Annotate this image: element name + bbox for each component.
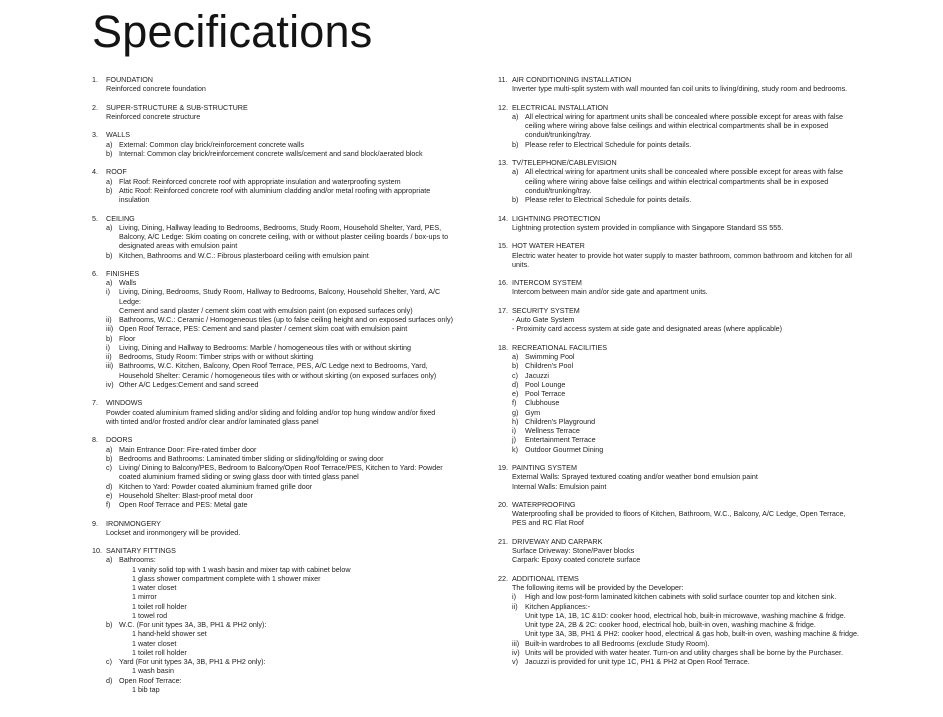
section-heading: TV/TELEPHONE/CABLEVISION xyxy=(512,158,617,168)
section-heading: SANITARY FITTINGS xyxy=(106,546,176,556)
item-subline: 1 glass shower compartment complete with 1 shower mixer xyxy=(132,573,321,583)
section-heading: AIR CONDITIONING INSTALLATION xyxy=(512,75,632,84)
item-text: Living, Dining, Bedrooms, Study Room, Hallway to Bedrooms, Balcony, Household Shelter, Yard, A/C Ledge: xyxy=(119,287,441,306)
item-text: Kitchen to Yard: Powder coated aluminium framed grille door xyxy=(119,481,313,491)
spec-item xyxy=(106,149,462,158)
item-label: ii) xyxy=(512,601,518,611)
spec-item xyxy=(512,445,868,454)
spec-item xyxy=(106,287,462,315)
spec-section xyxy=(498,343,868,454)
section-text: Carpark: Epoxy coated concrete surface xyxy=(512,555,641,565)
spec-item xyxy=(106,278,462,287)
item-text: Built-in wardrobes to all Bedrooms (exclude Study Room). xyxy=(525,638,710,648)
section-number: 18. xyxy=(498,342,508,352)
item-subline: 1 towel rod xyxy=(132,610,168,620)
item-text: Bathrooms: xyxy=(119,555,156,565)
section-text: Lightning protection system provided in compliance with Singapore Standard SS 555. xyxy=(512,222,784,232)
spec-item xyxy=(106,445,462,454)
item-label: b) xyxy=(106,333,113,343)
section-text: - Auto Gate System xyxy=(512,315,575,325)
item-label: a) xyxy=(106,444,113,454)
item-label: d) xyxy=(512,379,519,389)
item-text: Clubhouse xyxy=(525,398,560,408)
item-label: a) xyxy=(106,139,113,149)
spec-item xyxy=(512,380,868,389)
item-text: Swimming Pool xyxy=(525,352,575,362)
section-heading: IRONMONGERY xyxy=(106,518,161,528)
item-label: g) xyxy=(512,407,519,417)
spec-item xyxy=(106,676,462,695)
item-label: i) xyxy=(512,592,516,602)
item-text: Bedrooms and Bathrooms: Laminated timber sliding or sliding/folding or swing door xyxy=(119,453,384,463)
section-text: Inverter type multi-split system with wall mounted fan coil units to living/dining, study room and bedrooms. xyxy=(512,84,848,94)
spec-item xyxy=(512,352,868,361)
section-heading: RECREATIONAL FACILITIES xyxy=(512,342,608,352)
item-text: Living, Dining, Hallway leading to Bedrooms, Bedrooms, Study Room, Household Shelter, Yard, PES, xyxy=(119,222,442,232)
section-heading: SUPER-STRUCTURE & SUB-STRUCTURE xyxy=(106,102,248,112)
item-text: High and low post-form laminated kitchen cabinets with solid surface counter top and kitchen sink. xyxy=(525,592,837,602)
section-number: 13. xyxy=(498,158,508,168)
section-heading: ADDITIONAL ITEMS xyxy=(512,573,579,583)
spec-section xyxy=(498,75,868,94)
section-text: The following items will be provided by the Developer: xyxy=(512,583,684,593)
item-label: b) xyxy=(106,250,113,260)
spec-item xyxy=(106,463,462,482)
item-label: v) xyxy=(512,657,518,667)
section-text: Lockset and ironmongery will be provided. xyxy=(106,527,241,537)
item-label: f) xyxy=(106,500,111,510)
item-text: Kitchen, Bathrooms and W.C.: Fibrous plasterboard ceiling with emulsion paint xyxy=(119,250,369,260)
item-label: iii) xyxy=(106,361,114,371)
item-text: Open Roof Terrace, PES: Cement and sand plaster / cement skim coat with emulsion paint xyxy=(119,324,408,334)
spec-item xyxy=(106,223,462,251)
item-text: Wellness Terrace xyxy=(525,426,580,436)
section-text: Electric water heater to provide hot water supply to master bathroom, common bathroom and kitchen for all units. xyxy=(512,250,852,269)
spec-item xyxy=(512,361,868,370)
item-text: Pool Lounge xyxy=(525,379,566,389)
spec-item xyxy=(512,648,868,657)
section-heading: SECURITY SYSTEM xyxy=(512,305,580,315)
item-subline: 1 mirror xyxy=(132,592,157,602)
spec-item xyxy=(106,454,462,463)
spec-item xyxy=(106,343,462,352)
spec-section xyxy=(498,537,868,565)
item-text: coated aluminium framed sliding or swing glass door with tinted glass panel xyxy=(119,472,359,482)
item-label: iv) xyxy=(106,379,114,389)
section-text: PES and RC Flat Roof xyxy=(512,518,584,528)
item-text: Bedrooms, Study Room: Timber strips with or without skirting xyxy=(119,352,314,362)
spec-section xyxy=(498,306,868,334)
section-number: 3. xyxy=(92,130,98,140)
item-text: Bathrooms, W.C. Kitchen, Balcony, Open Roof Terrace, PES, A/C Ledge next to Bedrooms, Yard, xyxy=(119,361,428,371)
section-heading: PAINTING SYSTEM xyxy=(512,463,577,472)
item-text: Children's Pool xyxy=(525,361,574,371)
item-label: b) xyxy=(512,195,519,205)
item-label: d) xyxy=(106,481,113,491)
section-number: 5. xyxy=(92,213,98,223)
item-text: Kitchen Appliances:- xyxy=(525,601,591,611)
section-heading: DOORS xyxy=(106,435,133,445)
section-text: Surface Driveway: Stone/Paver blocks xyxy=(512,546,635,556)
section-heading: ELECTRICAL INSTALLATION xyxy=(512,102,609,112)
section-heading: INTERCOM SYSTEM xyxy=(512,278,582,288)
item-text: Balcony, A/C Ledge: Skim coating on concrete ceiling, with or without plaster ceiling boards / box-ups to xyxy=(119,232,449,241)
spec-item xyxy=(106,334,462,343)
section-text: Internal Walls: Emulsion paint xyxy=(512,481,607,491)
item-text: Open Roof Terrace: xyxy=(119,675,182,685)
section-number: 6. xyxy=(92,268,98,278)
item-text: Unit type 1A, 1B, 1C &1D: cooker hood, electrical hob, built-in microwave, washing machine & fridge. xyxy=(525,610,846,620)
item-text: Jacuzzi is provided for unit type 1C, PH1 & PH2 at Open Roof Terrace. xyxy=(525,657,750,667)
item-text: Walls xyxy=(119,278,137,288)
spec-item xyxy=(106,361,462,380)
item-subline: 1 toilet roll holder xyxy=(132,647,187,657)
spec-section xyxy=(92,398,462,426)
section-number: 10. xyxy=(92,546,102,556)
item-label: i) xyxy=(106,342,110,352)
item-text: Children's Playground xyxy=(525,416,596,426)
item-text: Other A/C Ledges:Cement and sand screed xyxy=(119,379,259,389)
spec-item xyxy=(512,592,868,601)
spec-section xyxy=(498,241,868,269)
item-text: Floor xyxy=(119,333,136,343)
item-text: All electrical wiring for apartment units shall be concealed where possible except for areas with false xyxy=(525,167,844,177)
item-label: h) xyxy=(512,416,519,426)
spec-item xyxy=(512,408,868,417)
item-label: i) xyxy=(512,426,516,436)
item-text: Living/ Dining to Balcony/PES, Bedroom to Balcony/Open Roof Terrace/PES, Kitchen to Yard: Powder xyxy=(119,463,443,473)
spec-item xyxy=(106,620,462,657)
item-text: Yard (For unit types 3A, 3B, PH1 & PH2 only): xyxy=(119,657,266,667)
item-label: ii) xyxy=(106,315,112,325)
spec-item xyxy=(106,555,462,620)
spec-section xyxy=(92,214,462,260)
item-text: Please refer to Electrical Schedule for points details. xyxy=(525,139,692,149)
spec-section xyxy=(92,269,462,389)
item-label: a) xyxy=(106,222,113,232)
item-text: All electrical wiring for apartment units shall be concealed where possible except for areas with false xyxy=(525,111,844,121)
section-text: Powder coated aluminium framed sliding and/or sliding and folding and/or top hung window and/or fixed xyxy=(106,407,436,417)
spec-item xyxy=(106,315,462,324)
item-text: Household Shelter: Ceramic / homogeneous tiles with or without skirting (on exposed surfaces only) xyxy=(119,370,437,380)
section-text: External Walls: Sprayed textured coating and/or weather bond emulsion paint xyxy=(512,472,758,482)
spec-item xyxy=(512,639,868,648)
item-label: d) xyxy=(106,675,113,685)
section-number: 17. xyxy=(498,305,508,315)
item-label: a) xyxy=(106,278,113,288)
spec-item xyxy=(106,482,462,491)
section-number: 11. xyxy=(498,75,508,84)
right-column xyxy=(498,75,868,676)
spec-item xyxy=(106,491,462,500)
spec-section xyxy=(92,167,462,204)
item-label: k) xyxy=(512,444,518,454)
item-label: iii) xyxy=(106,324,114,334)
item-label: a) xyxy=(512,352,519,362)
item-text: Units will be provided with water heater. Turn-on and utility charges shall be borne by the Purchaser. xyxy=(525,647,844,657)
item-text: Flat Roof: Reinforced concrete roof with appropriate insulation and waterproofing system xyxy=(119,176,401,186)
item-subline: 1 wash basin xyxy=(132,666,174,676)
item-label: ii) xyxy=(106,352,112,362)
item-label: iii) xyxy=(512,638,520,648)
spec-section xyxy=(498,463,868,491)
section-number: 7. xyxy=(92,398,98,408)
section-number: 20. xyxy=(498,499,508,509)
spec-item xyxy=(512,195,868,204)
section-text: Waterproofing shall be provided to floors of Kitchen, Bathroom, W.C., Balcony, A/C Ledge, Open Terrace, xyxy=(512,509,846,519)
section-number: 2. xyxy=(92,102,98,112)
section-heading: ROOF xyxy=(106,167,127,177)
section-heading: WATERPROOFING xyxy=(512,499,576,509)
spec-item xyxy=(106,500,462,509)
item-text: Unit type 2A, 2B & 2C: cooker hood, electrical hob, built-in oven, washing machine & fridge. xyxy=(525,620,816,630)
spec-section xyxy=(92,75,462,94)
section-number: 15. xyxy=(498,241,508,251)
item-label: a) xyxy=(512,167,519,177)
item-text: Gym xyxy=(525,407,541,417)
item-label: e) xyxy=(106,490,113,500)
item-subline: 1 water closet xyxy=(132,638,177,648)
spec-section xyxy=(92,519,462,538)
section-text: Reinforced concrete foundation xyxy=(106,84,206,94)
item-text: conduit/trunking/tray. xyxy=(525,185,592,195)
section-number: 4. xyxy=(92,167,98,177)
item-subline: 1 hand-held shower set xyxy=(132,629,207,639)
item-label: b) xyxy=(106,185,113,195)
item-label: a) xyxy=(106,176,113,186)
item-text: Entertainment Terrace xyxy=(525,435,596,445)
spec-item xyxy=(512,167,868,195)
spec-item xyxy=(106,380,462,389)
spec-section xyxy=(92,103,462,122)
spec-item xyxy=(512,371,868,380)
spec-item xyxy=(512,398,868,407)
item-text: Open Roof Terrace and PES: Metal gate xyxy=(119,500,248,510)
item-label: b) xyxy=(106,620,113,630)
item-text: Unit type 3A, 3B, PH1 & PH2: cooker hood, electrical & gas hob, built-in oven, washing machine & fridge. xyxy=(525,629,859,639)
left-column xyxy=(92,75,462,703)
item-label: i) xyxy=(106,287,110,297)
section-number: 16. xyxy=(498,278,508,288)
item-label: f) xyxy=(512,398,517,408)
spec-item xyxy=(512,602,868,639)
spec-item xyxy=(106,324,462,333)
item-text: Bathrooms, W.C.: Ceramic / Homogeneous tiles (up to false ceiling height and on exposed surfaces only) xyxy=(119,315,453,325)
item-text: Pool Terrace xyxy=(525,389,566,399)
item-label: c) xyxy=(106,463,112,473)
item-text: ceiling where wiring above false ceilings and within electrical compartments shall be in exposed xyxy=(525,176,829,186)
section-number: 1. xyxy=(92,75,98,84)
item-subline: 1 bib tap xyxy=(132,684,160,694)
spec-item xyxy=(512,389,868,398)
section-heading: FINISHES xyxy=(106,268,140,278)
section-number: 9. xyxy=(92,518,98,528)
item-text: Household Shelter: Blast-proof metal door xyxy=(119,490,253,500)
section-heading: FOUNDATION xyxy=(106,75,153,84)
spec-section xyxy=(498,500,868,528)
item-label: b) xyxy=(106,453,113,463)
section-number: 22. xyxy=(498,573,508,583)
item-text: Outdoor Gourmet Dining xyxy=(525,444,604,454)
item-subline: 1 vanity solid top with 1 wash basin and mixer tap with cabinet below xyxy=(132,564,351,574)
section-heading: LIGHTNING PROTECTION xyxy=(512,213,601,223)
section-heading: CEILING xyxy=(106,213,135,223)
section-text: Intercom between main and/or side gate and apartment units. xyxy=(512,287,708,297)
section-number: 21. xyxy=(498,536,508,546)
section-heading: HOT WATER HEATER xyxy=(512,241,585,251)
section-number: 8. xyxy=(92,435,98,445)
spec-item xyxy=(106,140,462,149)
section-number: 19. xyxy=(498,463,508,472)
item-text: W.C. (For unit types 3A, 3B, PH1 & PH2 only): xyxy=(119,620,267,630)
item-text: Cement and sand plaster / cement skim coat with emulsion paint (on exposed surfaces only) xyxy=(119,305,413,315)
spec-section xyxy=(92,130,462,158)
section-text: - Proximity card access system at side gate and designated areas (where applicable) xyxy=(512,324,783,334)
section-number: 12. xyxy=(498,102,508,112)
spec-item xyxy=(512,112,868,140)
item-text: External: Common clay brick/reinforcement concrete walls xyxy=(119,139,304,149)
item-text: Jacuzzi xyxy=(525,370,549,380)
item-label: b) xyxy=(512,139,519,149)
spec-section xyxy=(498,574,868,667)
item-subline: 1 water closet xyxy=(132,583,177,593)
item-label: iv) xyxy=(512,647,520,657)
spec-item xyxy=(106,251,462,260)
section-heading: WINDOWS xyxy=(106,398,143,408)
spec-item xyxy=(512,140,868,149)
item-label: e) xyxy=(512,389,519,399)
section-heading: DRIVEWAY AND CARPARK xyxy=(512,536,603,546)
section-heading: WALLS xyxy=(106,130,131,140)
item-text: Please refer to Electrical Schedule for points details. xyxy=(525,195,692,205)
item-label: a) xyxy=(106,555,113,565)
item-text: Internal: Common clay brick/reinforcement concrete walls/cement and sand block/aerated block xyxy=(119,148,423,158)
item-text: designated areas with emulsion paint xyxy=(119,241,238,251)
item-label: c) xyxy=(106,657,112,667)
item-subline: 1 toilet roll holder xyxy=(132,601,187,611)
spec-item xyxy=(106,352,462,361)
item-text: Attic Roof: Reinforced concrete roof with aluminium cladding and/or metal roofing with appropriate xyxy=(119,185,431,195)
page-title: Specifications xyxy=(92,6,373,57)
item-text: Main Entrance Door: Fire-rated timber door xyxy=(119,444,257,454)
item-text: conduit/trunking/tray. xyxy=(525,130,592,140)
item-text: ceiling where wiring above false ceilings and within electrical compartments shall be in exposed xyxy=(525,121,829,131)
item-label: c) xyxy=(512,370,518,380)
spec-item xyxy=(106,177,462,186)
item-label: a) xyxy=(512,111,519,121)
item-text: Living, Dining and Hallway to Bedrooms: Marble / homogeneous tiles with or without skirting xyxy=(119,342,412,352)
section-number: 14. xyxy=(498,213,508,223)
item-label: b) xyxy=(106,148,113,158)
section-text: with tinted and/or frosted and/or clear and/or laminated glass panel xyxy=(106,416,319,426)
item-label: j) xyxy=(512,435,516,445)
item-text: insulation xyxy=(119,195,150,205)
spec-section xyxy=(92,435,462,509)
spec-item xyxy=(512,426,868,435)
spec-item xyxy=(512,657,868,666)
spec-section xyxy=(498,278,868,297)
spec-item xyxy=(512,435,868,444)
spec-item xyxy=(106,186,462,205)
spec-item xyxy=(512,417,868,426)
item-label: b) xyxy=(512,361,519,371)
spec-section xyxy=(498,103,868,149)
spec-section xyxy=(92,546,462,694)
spec-item xyxy=(106,657,462,676)
section-text: Reinforced concrete structure xyxy=(106,111,201,121)
spec-section xyxy=(498,158,868,204)
spec-section xyxy=(498,214,868,233)
